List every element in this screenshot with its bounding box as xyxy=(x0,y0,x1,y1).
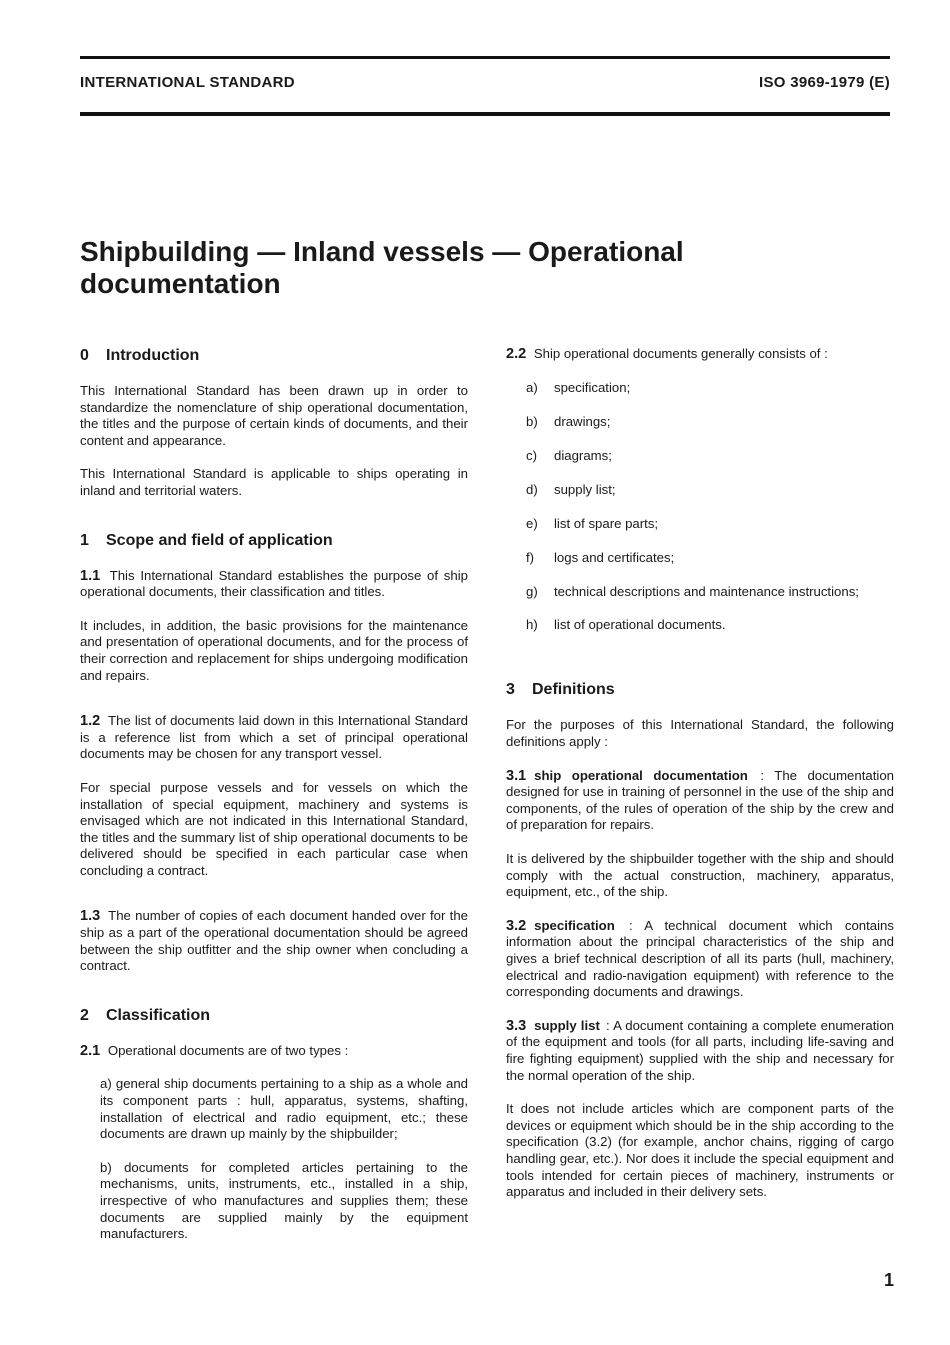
definition-text: : A document containing a complete enumeration of the equipment and tools (for all parts, including life-saving and fire fighting equipment) supplied with the ship and necessary for the normal operation of the ship. xyxy=(506,1017,894,1083)
clause-number: 1.2 xyxy=(80,713,101,730)
clause-text: The number of copies of each document handed over for the ship as a part of the operational documentation should be agreed between the ship outfitter and the ship owner when concluding a contract. xyxy=(80,908,468,974)
section-0-heading xyxy=(80,346,468,366)
section-number: 3 xyxy=(506,681,515,699)
clause-number: 1.3 xyxy=(80,908,101,925)
classification-item-a: a) general ship documents pertaining to a ship as a whole and its component parts : hull, apparatus, systems, shafting, installation of electrical and radio equipment, etc.; these documents are drawn up mainly by the shipbuilder; xyxy=(100,1076,468,1142)
section-number: 0 xyxy=(80,347,89,364)
list-item: c) diagrams; xyxy=(526,447,612,463)
clause-number: 3.1 xyxy=(506,767,527,784)
paragraph: For special purpose vessels and for vessels on which the installation of special equipment, machinery and systems is envisaged which are not indicated in this International Standard, the titles and the summary list of ship operational documents to be delivered should be specified in each particular case when concluding a contract. xyxy=(80,779,468,878)
clause-2-2 xyxy=(506,346,894,363)
clause-number: 3.3 xyxy=(506,1017,527,1034)
section-number: 1 xyxy=(80,531,89,549)
clause-text: Operational documents are of two types : xyxy=(107,1042,349,1058)
header-top-rule xyxy=(80,56,890,59)
list-item: d) supply list; xyxy=(526,481,616,497)
section-title: Classification xyxy=(106,1006,211,1024)
defined-term: ship operational documentation xyxy=(534,767,748,783)
list-item: b) drawings; xyxy=(526,413,611,429)
clause-text: This International Standard establishes the purpose of ship operational documents, their classification and titles. xyxy=(80,567,468,600)
section-3-heading xyxy=(506,680,894,700)
list-item: g) technical descriptions and maintenance instructions; xyxy=(526,583,859,599)
list-item: h) list of operational documents. xyxy=(526,617,726,633)
classification-item-b: b) documents for completed articles pertaining to the mechanisms, units, instruments, etc., installed in a ship, irrespective of who manufactures and supplies them; these documents are supplied mainly by the equipment manufacturers. xyxy=(100,1159,468,1242)
paragraph: It does not include articles which are component parts of the devices or equipment which should be in the ship according to the specification (3.2) (for example, anchor chains, rigging of cargo handling gear, etc.). Nor does it include the special equipment and tools intended for certain pieces of machinery, instruments or apparatus and included in their delivery sets. xyxy=(506,1101,894,1200)
section-2-heading xyxy=(80,1006,468,1026)
paragraph: For the purposes of this International Standard, the following definitions apply : xyxy=(506,717,894,750)
list-item: f) logs and certificates; xyxy=(526,549,675,565)
definition-text: : The documentation designed for use in training of personnel in the use of the ship and components, of the rules of operation of the ship by the crew and of preparation for repairs. xyxy=(506,767,894,833)
document-title: Shipbuilding — Inland vessels — Operational documentation xyxy=(80,236,684,299)
page-number: 1 xyxy=(884,1270,895,1290)
section-title: Scope and field of application xyxy=(106,531,333,549)
section-number: 2 xyxy=(80,1006,89,1024)
paragraph: It is delivered by the shipbuilder together with the ship and should comply with the actual construction, machinery, apparatus, equipment, etc., of the ship. xyxy=(506,851,894,900)
left-column xyxy=(80,346,468,1260)
paragraph: This International Standard has been drawn up in order to standardize the nomenclature of ship operational documentation, the titles and the purpose of certain kinds of documents, and their content and appearance. xyxy=(80,383,468,448)
definition-text: : A technical document which contains information about the principal characteristics of the ship and gives a brief technical description of all its parts (hull, machinery, electrical and radio-navigation equipment) with reference to the corresponding documents and drawings. xyxy=(506,917,894,1000)
standard-number: ISO 3969-1979 (E) xyxy=(758,74,890,91)
paragraph: It includes, in addition, the basic provisions for the maintenance and presentation of operational documents, and for the process of their correction and replacement for ships undergoing modification and repairs. xyxy=(80,617,468,683)
paragraph: This International Standard is applicable to ships operating in inland and territorial waters. xyxy=(80,466,468,498)
list-item: e) list of spare parts; xyxy=(526,515,659,531)
section-title: Introduction xyxy=(106,347,200,364)
clause-number: 1.1 xyxy=(80,567,101,584)
clause-1-3 xyxy=(80,908,468,974)
defined-term: specification xyxy=(534,917,615,933)
definition-3-3 xyxy=(506,1018,894,1084)
clause-number: 3.2 xyxy=(506,917,527,934)
section-title: Definitions xyxy=(532,681,615,699)
clause-2-1 xyxy=(80,1043,468,1060)
defined-term: supply list xyxy=(534,1017,600,1033)
list-item: a) specification; xyxy=(526,379,631,395)
definition-3-1 xyxy=(506,768,894,834)
clause-1-1 xyxy=(80,568,468,601)
document-type-label: INTERNATIONAL STANDARD xyxy=(80,74,295,91)
right-column xyxy=(506,346,894,1218)
clause-text: The list of documents laid down in this International Standard is a reference list from which a set of principal operational documents may be chosen for any transport vessel. xyxy=(80,713,468,762)
clause-1-2 xyxy=(80,713,468,763)
clause-number: 2.2 xyxy=(506,346,527,362)
section-1-heading xyxy=(80,531,468,551)
clause-number: 2.1 xyxy=(80,1042,101,1059)
definition-3-2 xyxy=(506,918,894,1001)
clause-text: Ship operational documents generally consists of : xyxy=(533,346,828,361)
header-bottom-rule xyxy=(80,112,890,116)
